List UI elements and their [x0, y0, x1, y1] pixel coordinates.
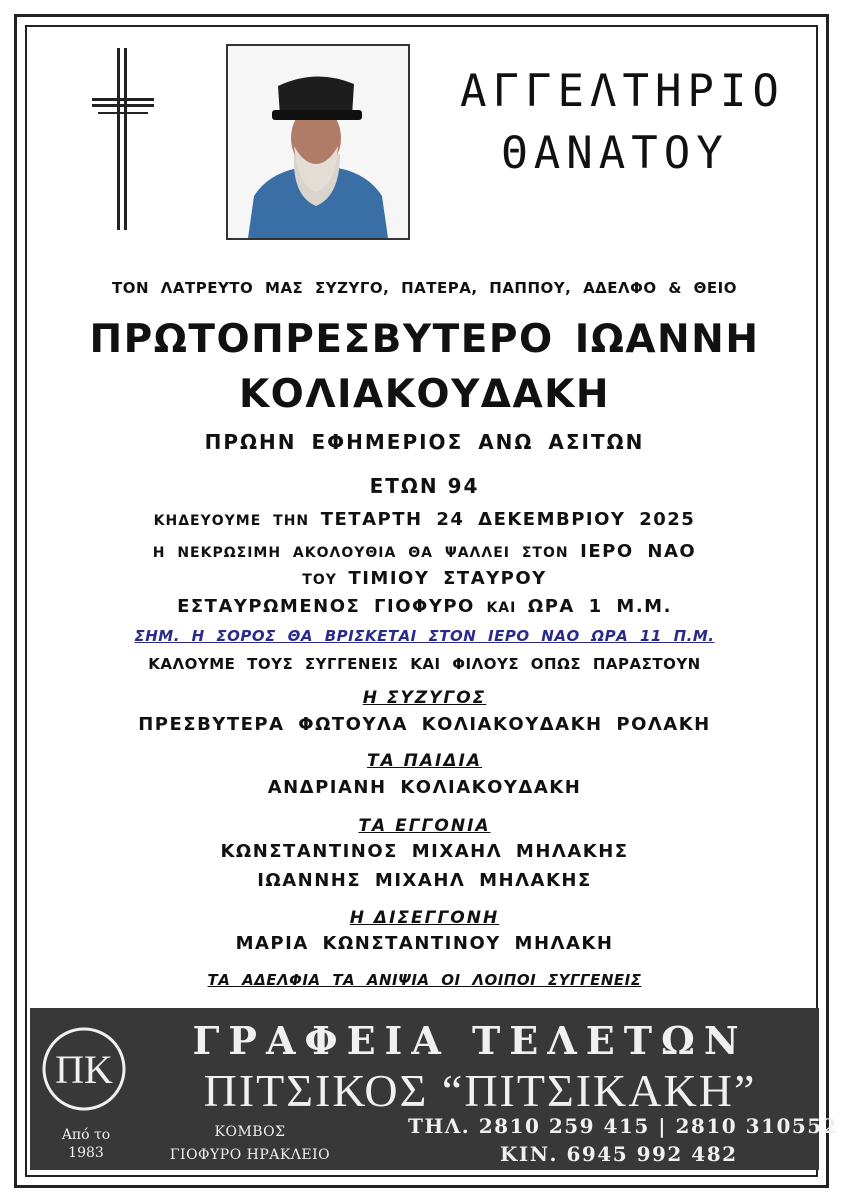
great-grandchild-header: Η ΔΙΣΕΓΓΟΝΗ — [349, 908, 500, 928]
funeral-location-conj: ΚΑΙ — [486, 600, 517, 616]
mobile-number: ΚΙΝ. 6945 992 482 — [500, 1142, 738, 1166]
other-relatives: ΤΑ ΑΔΕΛΦΙΑ ΤΑ ΑΝΙΨΙΑ ΟΙ ΛΟΙΠΟΙ ΣΥΓΓΕΝΕΙΣ — [207, 971, 642, 989]
deceased-name-line1: ΠΡΩΤΟΠΡΕΣΒΥΤΕΡΟ ΙΩΑΝΝΗ — [89, 317, 760, 362]
funeral-home-name: ΠΙΤΣΙΚΟΣ “ΠΙΤΣΙΚΑΚΗ” — [203, 1065, 757, 1116]
viewing-note: ΣΗΜ. Η ΣΟΡΟΣ ΘΑ ΒΡΙΣΚΕΤΑΙ ΣΤΟΝ ΙΕΡΟ ΝΑΟ ΩΡΑ 11 Π.Μ. — [134, 627, 715, 645]
funeral-service-line — [30, 543, 819, 561]
funeral-service-prefix: Η ΝΕΚΡΩΣΙΜΗ ΑΚΟΛΟΥΘΙΑ ΘΑ ΨΑΛΛΕΙ ΣΤΟΝ — [152, 545, 569, 561]
funeral-location: ΕΣΤΑΥΡΩΜΕΝΟΣ ΓΙΟΦΥΡΟ — [177, 596, 475, 617]
funeral-home-logo — [41, 1026, 127, 1112]
funeral-date: ΤΕΤΑΡΤΗ 24 ΔΕΚΕΜΒΡΙΟΥ 2025 — [320, 509, 696, 530]
deceased-name-line2: ΚΟΛΙΑΚΟΥΔΑΚΗ — [238, 372, 611, 417]
spouse-name: ΠΡΕΣΒΥΤΕΡΑ ΦΩΤΟΥΛΑ ΚΟΛΙΑΚΟΥΔΑΚΗ ΡΟΛΑΚΗ — [138, 714, 711, 735]
great-grandchild-name: ΜΑΡΙΑ ΚΩΝΣΤΑΝΤΙΝΟΥ ΜΗΛΑΚΗ — [235, 933, 614, 954]
children-header: ΤΑ ΠΑΙΔΙΑ — [366, 751, 483, 771]
funeral-church-name: ΤΙΜΙΟΥ ΣΤΑΥΡΟΥ — [348, 568, 547, 589]
logo-text: ΠΚ — [55, 1047, 113, 1092]
funeral-church-line — [30, 570, 819, 588]
spouse-header: Η ΣΥΖΥΓΟΣ — [362, 688, 487, 708]
deceased-age: ΕΤΩΝ 94 — [369, 474, 480, 498]
deceased-role: ΠΡΩΗΝ ΕΦΗΜΕΡΙΟΣ ΑΝΩ ΑΣΙΤΩΝ — [204, 430, 645, 454]
grandchild-name: ΙΩΑΝΝΗΣ ΜΙΧΑΗΛ ΜΗΛΑΚΗΣ — [257, 870, 592, 891]
portrait-photo — [226, 44, 410, 240]
phone-numbers: ΤΗΛ. 2810 259 415 | 2810 310552 — [408, 1114, 839, 1138]
address-line1: ΚΟΜΒΟΣ — [214, 1124, 286, 1140]
orthodox-cross-icon — [88, 48, 158, 230]
child-name: ΑΝΔΡΙΑΝΗ ΚΟΛΙΑΚΟΥΔΑΚΗ — [267, 777, 582, 798]
funeral-church-prefix: ΤΟΥ — [302, 572, 337, 588]
since-year: 1983 — [68, 1145, 104, 1161]
address-line2: ΓΙΟΦΥΡΟ ΗΡΑΚΛΕΙΟ — [169, 1147, 331, 1163]
funeral-time: ΩΡΑ 1 Μ.Μ. — [527, 596, 672, 617]
funeral-location-line — [30, 598, 819, 616]
intro-line: ΤΟΝ ΛΑΤΡΕΥΤΟ ΜΑΣ ΣΥΖΥΓΟ, ΠΑΤΕΡΑ, ΠΑΠΠΟΥ, ΑΔΕΛΦΟ & ΘΕΙΟ — [112, 279, 737, 297]
funeral-home-title: ΓΡΑΦΕΙΑ ΤΕΛΕΤΩΝ — [192, 1018, 748, 1063]
grandchildren-header: ΤΑ ΕΓΓΟΝΙΑ — [358, 816, 491, 836]
funeral-church: ΙΕΡΟ ΝΑΟ — [580, 541, 697, 562]
established-year — [44, 1126, 128, 1162]
funeral-date-line — [30, 511, 819, 529]
since-label: Από το — [61, 1127, 111, 1143]
announcement-title-line2: ΘΑΝΑΤΟΥ — [501, 128, 729, 179]
invitation-line: ΚΑΛΟΥΜΕ ΤΟΥΣ ΣΥΓΓΕΝΕΙΣ ΚΑΙ ΦΙΛΟΥΣ ΟΠΩΣ ΠΑΡΑΣΤΟΥΝ — [148, 655, 701, 673]
announcement-title-line1: ΑΓΓΕΛΤΗΡΙΟ — [460, 66, 785, 117]
funeral-home-banner — [30, 1008, 839, 1170]
funeral-date-prefix: ΚΗΔΕΥΟΥΜΕ ΤΗΝ — [153, 513, 310, 529]
grandchild-name: ΚΩΝΣΤΑΝΤΙΝΟΣ ΜΙΧΑΗΛ ΜΗΛΑΚΗΣ — [220, 841, 629, 862]
